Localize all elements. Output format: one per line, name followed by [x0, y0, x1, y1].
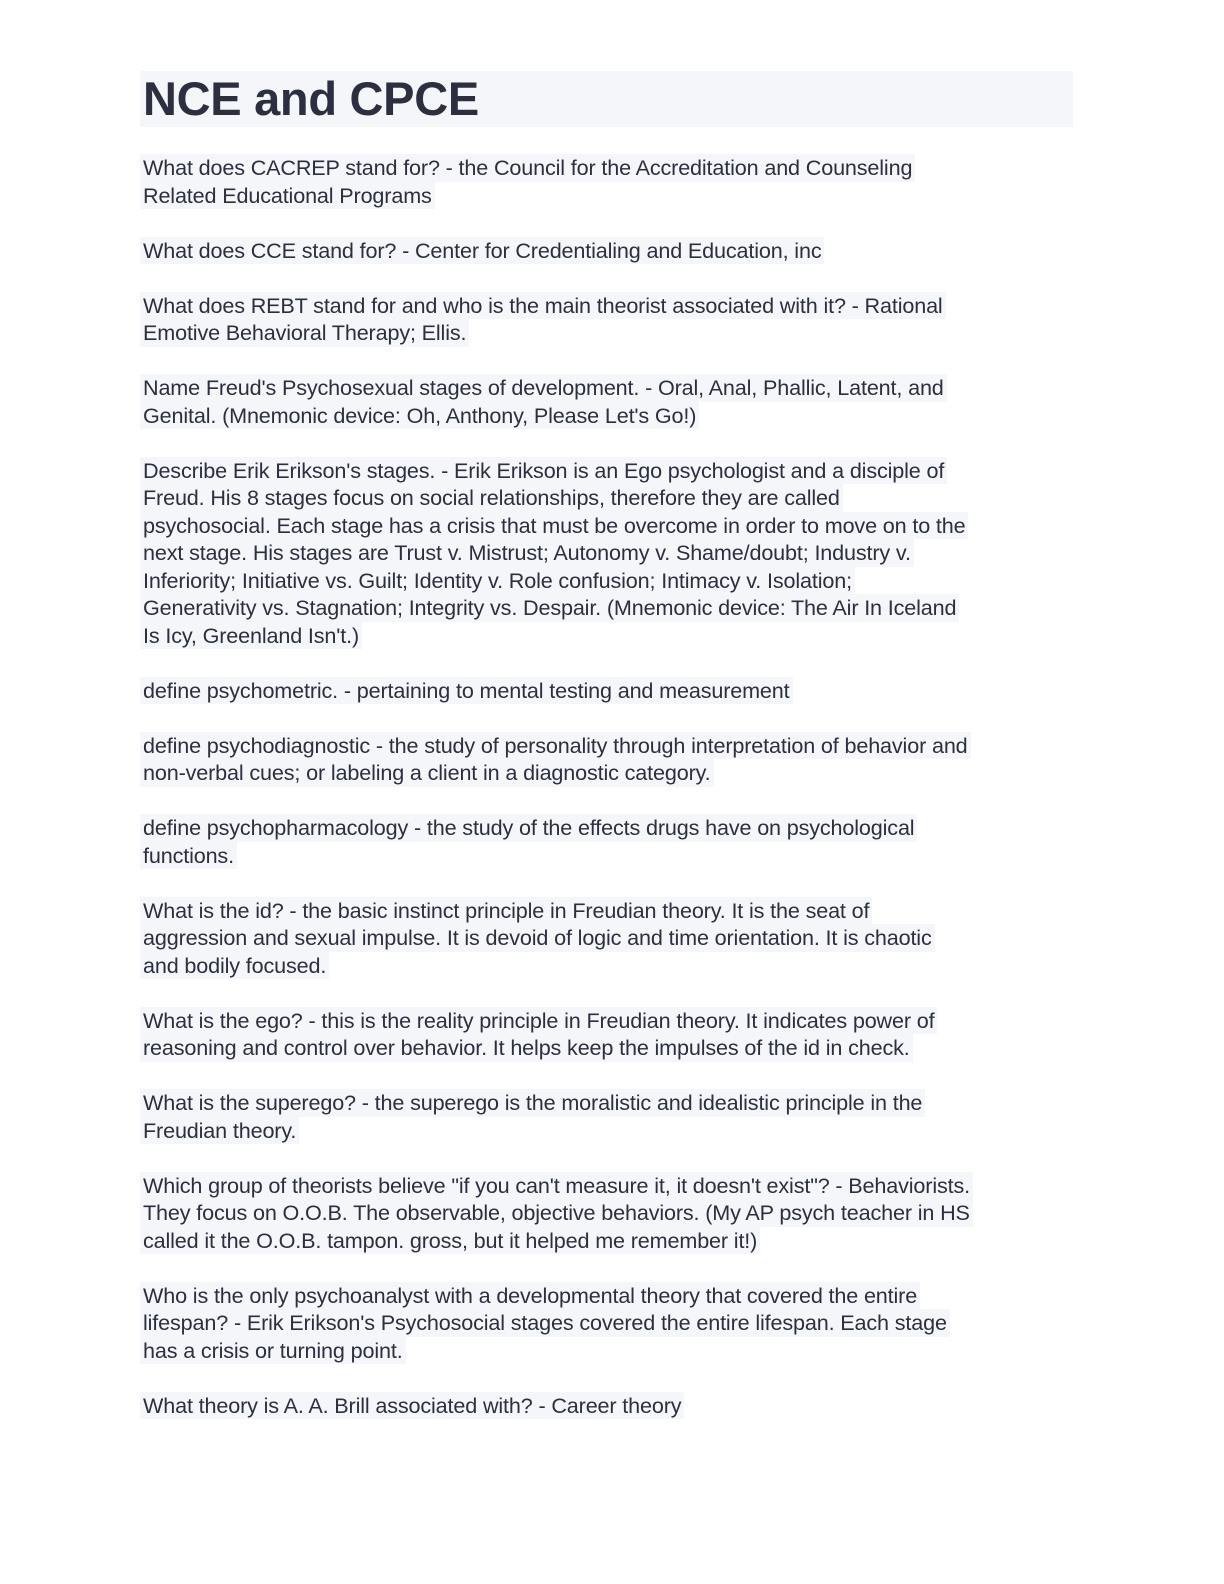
text-line: They focus on O.O.B. The observable, objective behaviors. (My AP psych teacher in HS — [140, 1199, 973, 1227]
text-line: functions. — [140, 842, 237, 870]
flashcard-entry — [140, 1089, 1075, 1144]
text-line: Name Freud's Psychosexual stages of development. - Oral, Anal, Phallic, Latent, and — [140, 374, 947, 402]
text-line: called it the O.O.B. tampon. gross, but it helped me remember it!) — [140, 1227, 760, 1255]
text-line: has a crisis or turning point. — [140, 1337, 406, 1365]
flashcard-entry — [140, 677, 1075, 705]
page-title: NCE and CPCE — [143, 72, 479, 125]
text-line: psychosocial. Each stage has a crisis that must be overcome in order to move on to the — [140, 512, 968, 540]
flashcard-entry — [140, 237, 1075, 265]
text-line: Is Icy, Greenland Isn't.) — [140, 622, 362, 650]
text-line: What does CCE stand for? - Center for Credentialing and Education, inc — [140, 237, 824, 265]
text-line: aggression and sexual impulse. It is devoid of logic and time orientation. It is chaotic — [140, 924, 935, 952]
text-line: Emotive Behavioral Therapy; Ellis. — [140, 319, 469, 347]
text-line: define psychodiagnostic - the study of personality through interpretation of behavior and — [140, 732, 971, 760]
flashcard-entry — [140, 897, 1075, 980]
text-line: What does CACREP stand for? - the Council for the Accreditation and Counseling — [140, 154, 915, 182]
text-line: What is the superego? - the superego is the moralistic and idealistic principle in the — [140, 1089, 925, 1117]
title-bar — [140, 71, 1073, 127]
text-line: define psychopharmacology - the study of the effects drugs have on psychological — [140, 814, 917, 842]
text-line: What is the ego? - this is the reality principle in Freudian theory. It indicates power of — [140, 1007, 937, 1035]
flashcard-entry — [140, 374, 1075, 429]
flashcard-entry — [140, 1007, 1075, 1062]
flashcard-entry — [140, 1392, 1075, 1420]
text-line: What is the id? - the basic instinct principle in Freudian theory. It is the seat of — [140, 897, 872, 925]
text-line: next stage. His stages are Trust v. Mistrust; Autonomy v. Shame/doubt; Industry v. — [140, 539, 914, 567]
text-line: Related Educational Programs — [140, 182, 435, 210]
text-line: reasoning and control over behavior. It helps keep the impulses of the id in check. — [140, 1034, 913, 1062]
text-line: and bodily focused. — [140, 952, 329, 980]
text-line: Which group of theorists believe "if you can't measure it, it doesn't exist"? - Behaviorists. — [140, 1172, 973, 1200]
flashcard-entry — [140, 814, 1075, 869]
text-line: Freud. His 8 stages focus on social relationships, therefore they are called — [140, 484, 843, 512]
flashcard-entry — [140, 1172, 1075, 1255]
text-line: What theory is A. A. Brill associated with? - Career theory — [140, 1392, 684, 1420]
flashcard-entry — [140, 154, 1075, 209]
text-line: Inferiority; Initiative vs. Guilt; Identity v. Role confusion; Intimacy v. Isolation; — [140, 567, 855, 595]
text-line: Describe Erik Erikson's stages. - Erik Erikson is an Ego psychologist and a disciple of — [140, 457, 947, 485]
flashcard-list — [140, 154, 1075, 1419]
text-line: define psychometric. - pertaining to mental testing and measurement — [140, 677, 793, 705]
text-line: Generativity vs. Stagnation; Integrity vs. Despair. (Mnemonic device: The Air In Iceland — [140, 594, 959, 622]
flashcard-entry — [140, 457, 1075, 650]
flashcard-entry — [140, 292, 1075, 347]
text-line: Freudian theory. — [140, 1117, 299, 1145]
text-line: What does REBT stand for and who is the main theorist associated with it? - Rational — [140, 292, 946, 320]
text-line: non-verbal cues; or labeling a client in a diagnostic category. — [140, 759, 714, 787]
flashcard-entry — [140, 1282, 1075, 1365]
text-line: Genital. (Mnemonic device: Oh, Anthony, Please Let's Go!) — [140, 402, 699, 430]
document-page — [140, 71, 1075, 1447]
text-line: lifespan? - Erik Erikson's Psychosocial stages covered the entire lifespan. Each stage — [140, 1309, 950, 1337]
flashcard-entry — [140, 732, 1075, 787]
text-line: Who is the only psychoanalyst with a developmental theory that covered the entire — [140, 1282, 920, 1310]
